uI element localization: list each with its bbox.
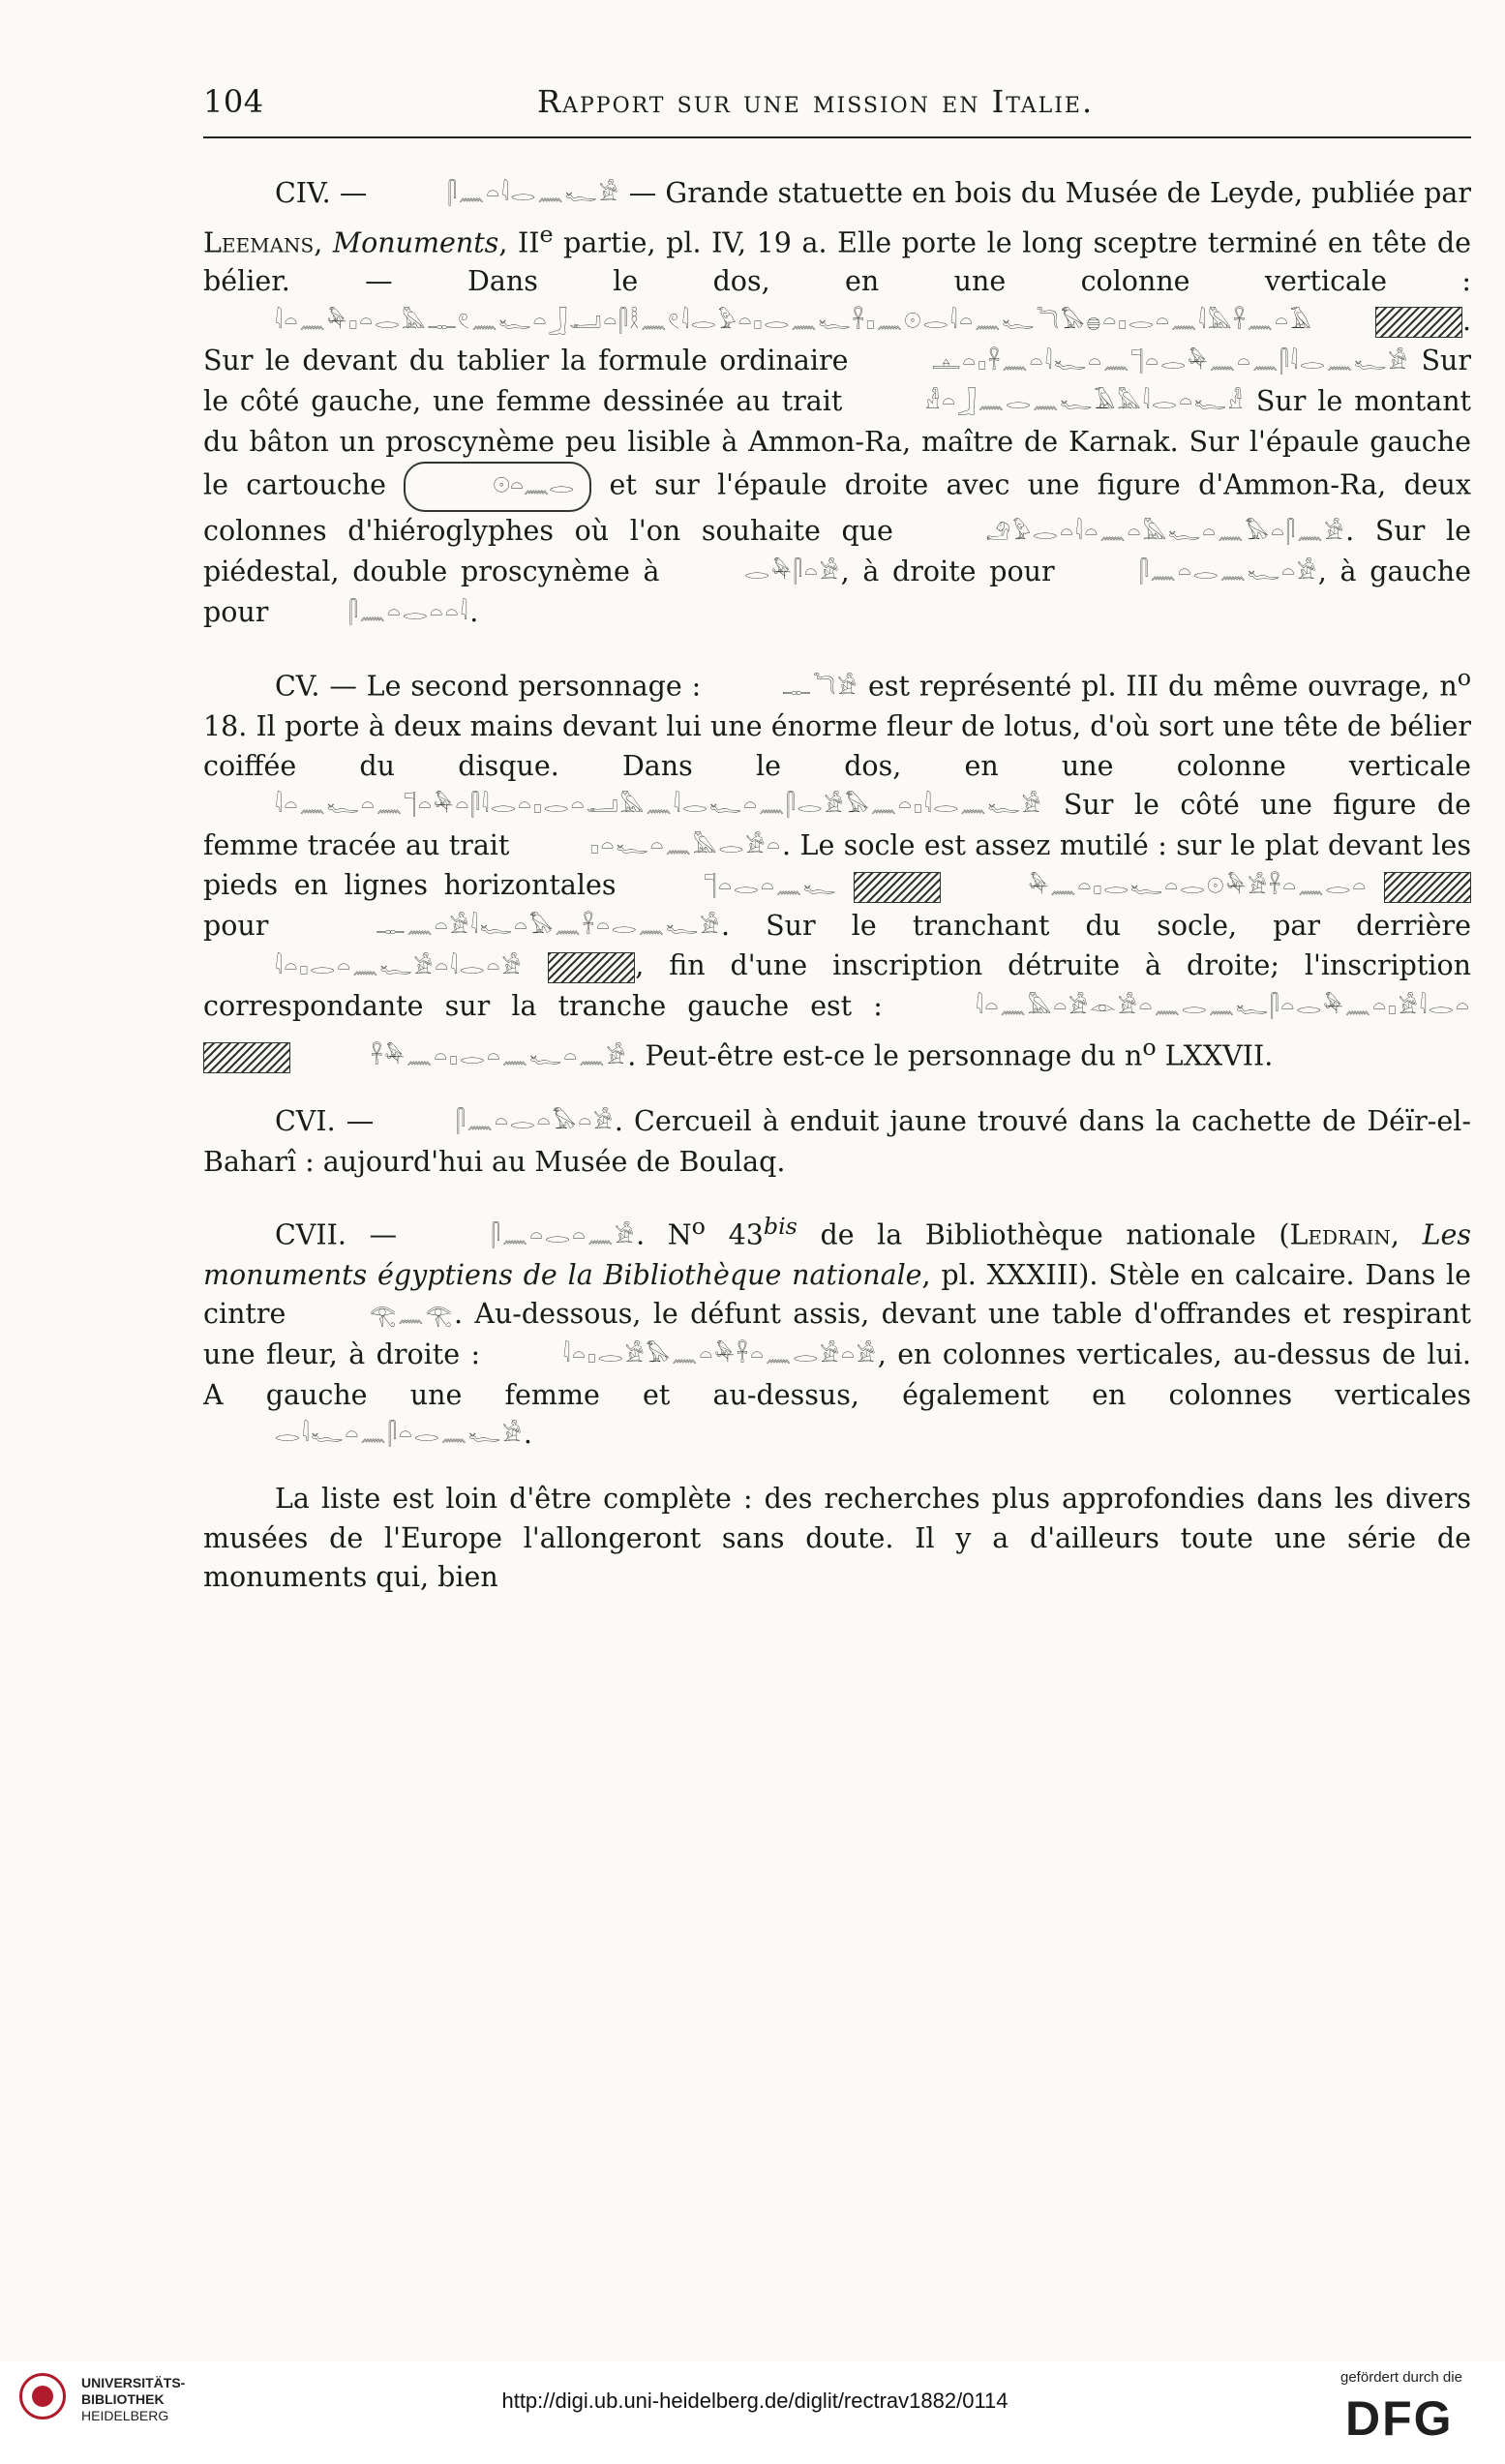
hieroglyph-group: 𓋴𓈖𓏏𓂋𓈖𓆑𓏏𓀀 — [1139, 560, 1318, 586]
damaged-area — [854, 872, 941, 903]
hieroglyph-group: 𓋴𓈖𓏏𓂋𓏏𓅃𓏏𓀀 — [456, 1110, 615, 1135]
hieroglyph-group: 𓂀𓈖𓂀 — [369, 1303, 454, 1328]
hieroglyph-group: 𓅆𓈖𓏏𓊪𓂋𓆑𓏏𓂋𓇳𓅆𓀀𓋹𓏏𓈖𓂋𓏏 — [1028, 874, 1369, 899]
hieroglyph-group: 𓊪𓏏𓆑𓏏𓈖𓅓𓂋𓀀𓏏 — [589, 833, 783, 858]
sponsor-note: gefördert durch die — [1340, 2369, 1462, 2386]
permalink-url[interactable]: http://digi.ub.uni-heidelberg.de/diglit/rectrav1882/0114 — [501, 2389, 1008, 2413]
university-library-logo — [19, 2373, 66, 2419]
author-name: Ledrain — [1289, 1218, 1391, 1251]
hieroglyph-group: 𓋴𓈖𓏏𓂋𓏏𓈖𓀀 — [491, 1223, 637, 1248]
library-name: UNIVERSITÄTS- BIBLIOTHEK HEIDELBERG — [81, 2375, 186, 2423]
dfg-logo: DFG — [1345, 2391, 1454, 2446]
hieroglyph-group: 𓊵𓏏𓊪𓋹𓈖𓏏𓇋𓆑𓏏𓈖𓊹𓏏𓂋𓅆𓈖𓏏𓈖𓋴𓇋𓂋𓈖𓆑𓀀 — [931, 349, 1410, 375]
paragraph-cv: CV. — Le second personnage : 𓊃𓆓𓀀 est représenté pl. III du même ouvrage, $n^o$ 18. Il porte à deux mains devant lui une énorme fleur de lotus, d'où sort une tête de bélier coiffée du disque. Dans le dos, en une colonne verticale 𓇋𓏏𓈖𓆑𓏏𓈖𓊹𓏏𓅆𓏏𓋴𓇋𓂋𓏏𓊪𓂋𓏏𓂝𓅓𓈖𓇋𓂋𓆑𓏏𓈖𓋴𓂋𓀀𓅃𓈖𓏏𓊪𓇋𓂋𓈖𓆑𓀀 Sur le côté une figure de femme tracée au trait 𓊪𓏏𓆑𓏏𓈖𓅓𓂋𓀀𓏏. Le socle est assez mutilé : sur le plat devant les pieds en lignes horizontales 𓊹𓏏𓂋𓏏𓈖𓆑 𓅆𓈖𓏏𓊪𓂋𓆑𓏏𓂋𓇳𓅆𓀀𓋹𓏏𓈖𓂋𓏏 pour 𓊃𓈖𓏏𓀀𓇋𓆑𓏏𓅃𓈖𓋹𓏏𓂋𓈖𓆑𓀀. Sur le tranchant du socle, par derrière 𓇋𓏏𓊪𓂋𓏏𓈖𓆑𓀀𓏏𓇋𓂋𓏏𓀀 , fin d'une inscription détruite à droite; l'inscription correspondante sur la tranche gauche est : 𓇋𓏏𓈖𓅓𓏏𓀀𓁹𓀀𓏏𓈖𓂋𓈖𓆑𓋴𓏏𓂋𓅆𓈖𓏏𓊪𓀀𓇋𓂋𓏏 𓋹𓅆𓈖𓏏𓊪𓂋𓏏𓈖𓆑𓏏𓈖𓀀. Peut-être est-ce le personnage du $n^o$ LXXVII. — [203, 658, 1471, 1077]
paragraph-cvii: CVII. — 𓋴𓈖𓏏𓂋𓏏𓈖𓀀. $N^o$ $43^{bis}$ de la Bibliothèque nationale (Ledrain, Les monuments égyptiens de la Bibliothèque nationale, pl. XXXIII). Stèle en calcaire. Dans le cintre 𓂀𓈖𓂀. Au-dessous, le défunt assis, devant une table d'offrandes et respirant une fleur, à droite : 𓇋𓏏𓊪𓂋𓀀𓅃𓈖𓏏𓅆𓋹𓏏𓈖𓂋𓀀𓏏𓀀, en colonnes verticales, au-dessus de lui. A gauche une femme et au-dessus, également en colonnes verticales 𓂋𓇋𓆑𓏏𓈖𓋴𓏏𓂋𓈖𓆑𓀀. — [203, 1207, 1471, 1456]
paragraph-cvi: CVI. — 𓋴𓈖𓏏𓂋𓏏𓅃𓏏𓀀. Cercueil à enduit jaune trouvé dans la cachette de Déïr-el-Baharî : aujourd'hui au Musée de Boulaq. — [203, 1104, 1472, 1178]
damaged-area — [203, 1042, 290, 1073]
author-name: Leemans — [203, 226, 315, 259]
hieroglyph-group: 𓊹𓏏𓂋𓏏𓈖𓆑 — [704, 874, 838, 899]
hieroglyph-group: 𓋴𓈖𓏏𓂋𓏏𓏏𓇋 — [348, 600, 470, 625]
page-header — [203, 75, 1471, 126]
running-title: Rapport sur une mission en Italie. — [537, 83, 1095, 120]
hieroglyph-group: 𓋹𓅆𓈖𓏏𓊪𓂋𓏏𓈖𓆑𓏏𓈖𓀀 — [371, 1044, 628, 1069]
hieroglyph-group: 𓇋𓏏𓈖𓅓𓏏𓀀𓁹𓀀𓏏𓈖𓂋𓈖𓆑𓋴𓏏𓂋𓅆𓈖𓏏𓊪𓀀𓇋𓂋𓏏 — [975, 995, 1471, 1020]
hieroglyph-group: 𓁐𓏏𓃀𓈖𓂋𓈖𓆑𓄿𓅓𓇋𓂋𓏏𓆑𓁐 — [925, 390, 1245, 415]
cartouche: 𓇳𓏏𓈖𓂋 — [404, 462, 591, 512]
entry-label: CIV. — — [275, 177, 368, 209]
damaged-area — [1375, 307, 1462, 338]
damaged-area — [1384, 872, 1471, 903]
paragraph-closing: La liste est loin d'être complète : des recherches plus approfondies dans les divers musées de l'Europe l'allongeront sans doute. Il y a d'ailleurs toute une série de monuments qui, bien — [203, 1483, 1471, 1594]
paragraph-civ: CIV. — 𓋴𓈖𓏏𓇋𓂋𓈖𓆑𓀀 — Grande statuette en bois du Musée de Leyde, publiée par Leemans, Monuments, IIe partie, pl. IV, 19 a. Elle porte le long sceptre terminé en tête de bélier. — Dans le dos, en une colonne verticale : 𓇋𓏏𓈖𓅆𓊪𓏏𓂋𓅓𓊃𓏲𓈖𓆑𓏏𓃀𓂝𓏏𓋴𓎛𓈖𓏲𓇋𓂋𓅱𓏏𓊪𓂋𓈖𓆑𓋹𓊪𓈖𓇳𓂋𓇋𓏏𓈖𓆑𓆓𓅃𓐍𓏏𓊪𓂋𓏏𓈖𓇋𓅓𓋹𓈖𓏏𓄿 . Sur le devant du tablier la formule ordinaire 𓊵𓏏𓊪𓋹𓈖𓏏𓇋𓆑𓏏𓈖𓊹𓏏𓂋𓅆𓈖𓏏𓈖𓋴𓇋𓂋𓈖𓆑𓀀 Sur le côté gauche, une femme dessinée au trait 𓁐𓏏𓃀𓈖𓂋𓈖𓆑𓄿𓅓𓇋𓂋𓏏𓆑𓁐 Sur le montant du bâton un proscynème peu lisible à Ammon-Ra, maître de Karnak. Sur l'épaule gauche le cartouche 𓇳𓏏𓈖𓂋 et sur l'épaule droite avec une figure d'Ammon-Ra, deux colonnes d'hiéroglyphes où l'on souhaite que 𓄂𓅱𓂋𓏏𓇋𓏏𓈖𓏏𓅓𓆑𓏏𓈖𓅃𓏏𓋴𓈖𓀀. Sur le piédestal, double proscynème à 𓂋𓅆𓋴𓏏𓀀, à droite pour 𓋴𓈖𓏏𓂋𓈖𓆑𓏏𓀀, à gauche pour 𓋴𓈖𓏏𓂋𓏏𓏏𓇋. — [203, 174, 1471, 633]
damaged-area — [548, 952, 635, 983]
work-title: Les monuments égyptiens de la Bibliothèque nationale — [203, 1218, 1472, 1291]
hieroglyph-group: 𓇋𓏏𓈖𓅆𓊪𓏏𓂋𓅓𓊃𓏲𓈖𓆑𓏏𓃀𓂝𓏏𓋴𓎛𓈖𓏲𓇋𓂋𓅱𓏏𓊪𓂋𓈖𓆑𓋹𓊪𓈖𓇳𓂋𓇋𓏏𓈖𓆑𓆓𓅃𓐍𓏏𓊪𓂋𓏏𓈖𓇋𓅓𓋹𓈖𓏏𓄿 — [275, 310, 1313, 335]
hieroglyph-group: 𓊃𓆓𓀀 — [782, 676, 859, 701]
hieroglyph-group: 𓇋𓏏𓊪𓂋𓏏𓈖𓆑𓀀𓏏𓇋𓂋𓏏𓀀 — [275, 954, 524, 979]
header-rule — [203, 136, 1471, 138]
work-title: Monuments — [332, 226, 499, 259]
footer-bar — [0, 2361, 1505, 2464]
hieroglyph-group: 𓄂𓅱𓂋𓏏𓇋𓏏𓈖𓏏𓅓𓆑𓏏𓈖𓅃𓏏𓋴𓈖𓀀 — [985, 520, 1346, 545]
page-number: 104 — [203, 83, 264, 120]
body-text — [203, 174, 1471, 1597]
hieroglyph-group: 𓇋𓏏𓈖𓆑𓏏𓈖𓊹𓏏𓅆𓏏𓋴𓇋𓂋𓏏𓊪𓂋𓏏𓂝𓅓𓈖𓇋𓂋𓆑𓏏𓈖𓋴𓂋𓀀𓅃𓈖𓏏𓊪𓇋𓂋𓈖𓆑𓀀 — [275, 794, 1043, 819]
hieroglyph-group: 𓊃𓈖𓏏𓀀𓇋𓆑𓏏𓅃𓈖𓋹𓏏𓂋𓈖𓆑𓀀 — [376, 915, 721, 940]
hieroglyph-group: 𓇋𓏏𓊪𓂋𓀀𓅃𓈖𓏏𓅆𓋹𓏏𓈖𓂋𓀀𓏏𓀀 — [562, 1343, 878, 1368]
hieroglyph-group: 𓂋𓇋𓆑𓏏𓈖𓋴𓏏𓂋𓈖𓆑𓀀 — [275, 1423, 524, 1448]
hieroglyph-group: 𓂋𓅆𓋴𓏏𓀀 — [744, 560, 841, 586]
hieroglyph-group: 𓋴𓈖𓏏𓇋𓂋𓈖𓆑𓀀 — [447, 182, 620, 207]
